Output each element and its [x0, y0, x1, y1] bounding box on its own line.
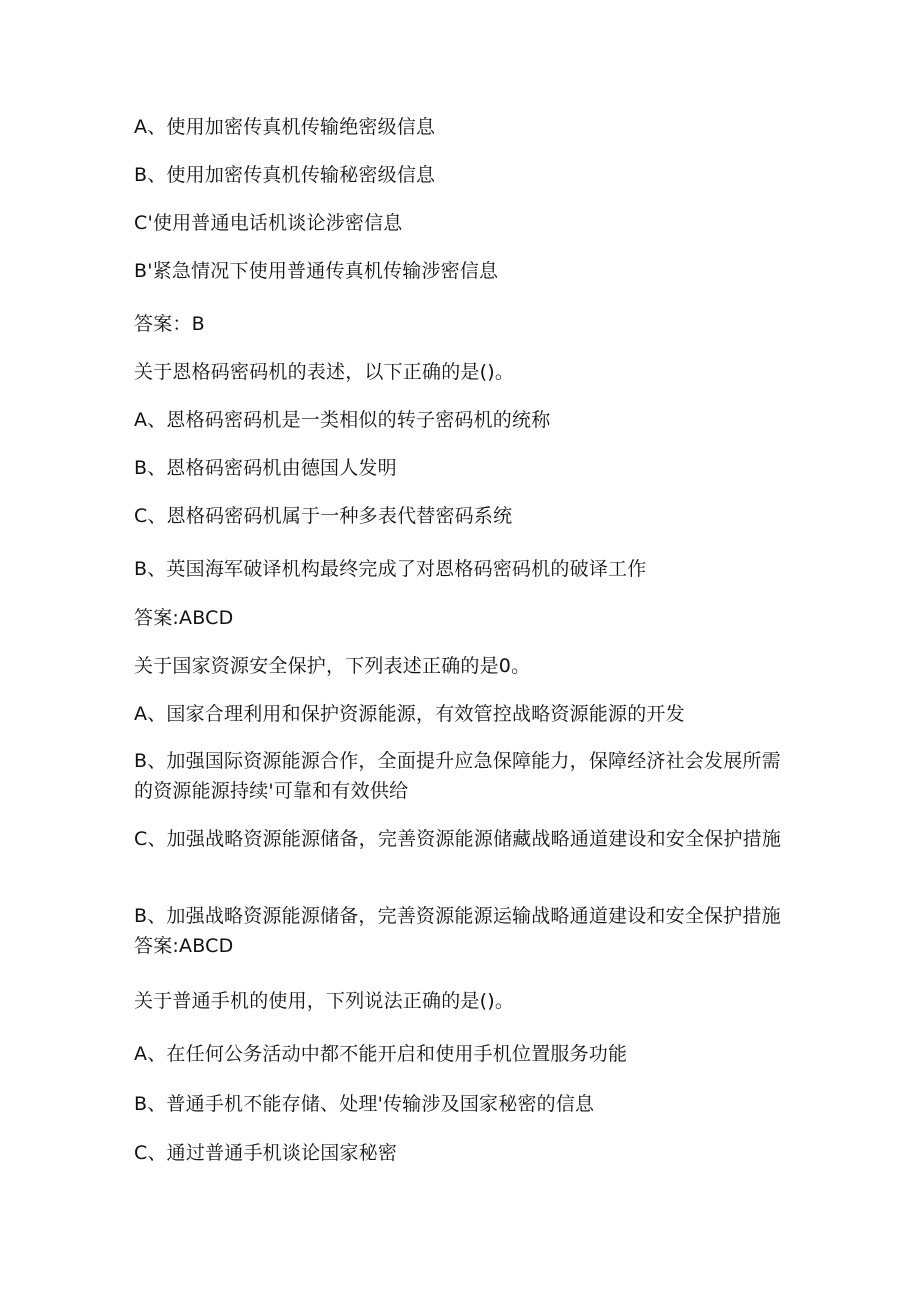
- q4-option-a: A、在任何公务活动中都不能开启和使用手机位置服务功能: [134, 1043, 628, 1065]
- q2-option-d: B、英国海军破译机构最终完成了对恩格码密码机的破译工作: [134, 558, 647, 580]
- q2-answer: 答案:ABCD: [134, 607, 234, 629]
- q1-option-d: B'紧急情况下使用普通传真机传输涉密信息: [134, 260, 499, 282]
- q3-option-b: B、加强国际资源能源合作，全面提升应急保障能力，保障经济社会发展所需的资源能源持续'可靠和有效供给: [134, 750, 781, 802]
- q4-option-c: C、通过普通手机谈论国家秘密: [134, 1142, 398, 1164]
- q3-option-a: A、国家合理利用和保护资源能源，有效管控战略资源能源的开发: [134, 703, 685, 725]
- q3-option-c: C、加强战略资源能源储备，完善资源能源储藏战略通道建设和安全保护措施: [134, 828, 782, 850]
- q2-option-c: C、恩格码密码机属于一种多表代替密码系统: [134, 505, 513, 527]
- q3-option-d: B、加强战略资源能源储备，完善资源能源运输战略通道建设和安全保护措施答案:ABCD: [134, 905, 781, 957]
- q4-option-b: B、普通手机不能存储、处理'传输涉及国家秘密的信息: [134, 1093, 595, 1115]
- q1-answer: 答案：B: [134, 313, 205, 335]
- q2-option-a: A、恩格码密码机是一类相似的转子密码机的统称: [134, 409, 551, 431]
- q2-option-b: B、恩格码密码机由德国人发明: [134, 457, 397, 479]
- q4-question: 关于普通手机的使用，下列说法正确的是()。: [134, 990, 515, 1012]
- q2-question: 关于恩格码密码机的表述，以下正确的是()。: [134, 361, 515, 383]
- q1-option-a: A、使用加密传真机传输绝密级信息: [134, 116, 436, 138]
- q1-option-c: C'使用普通电话机谈论涉密信息: [134, 212, 403, 234]
- q1-option-b: B、使用加密传真机传输秘密级信息: [134, 164, 436, 186]
- q3-question: 关于国家资源安全保护，下列表述正确的是0。: [134, 655, 531, 677]
